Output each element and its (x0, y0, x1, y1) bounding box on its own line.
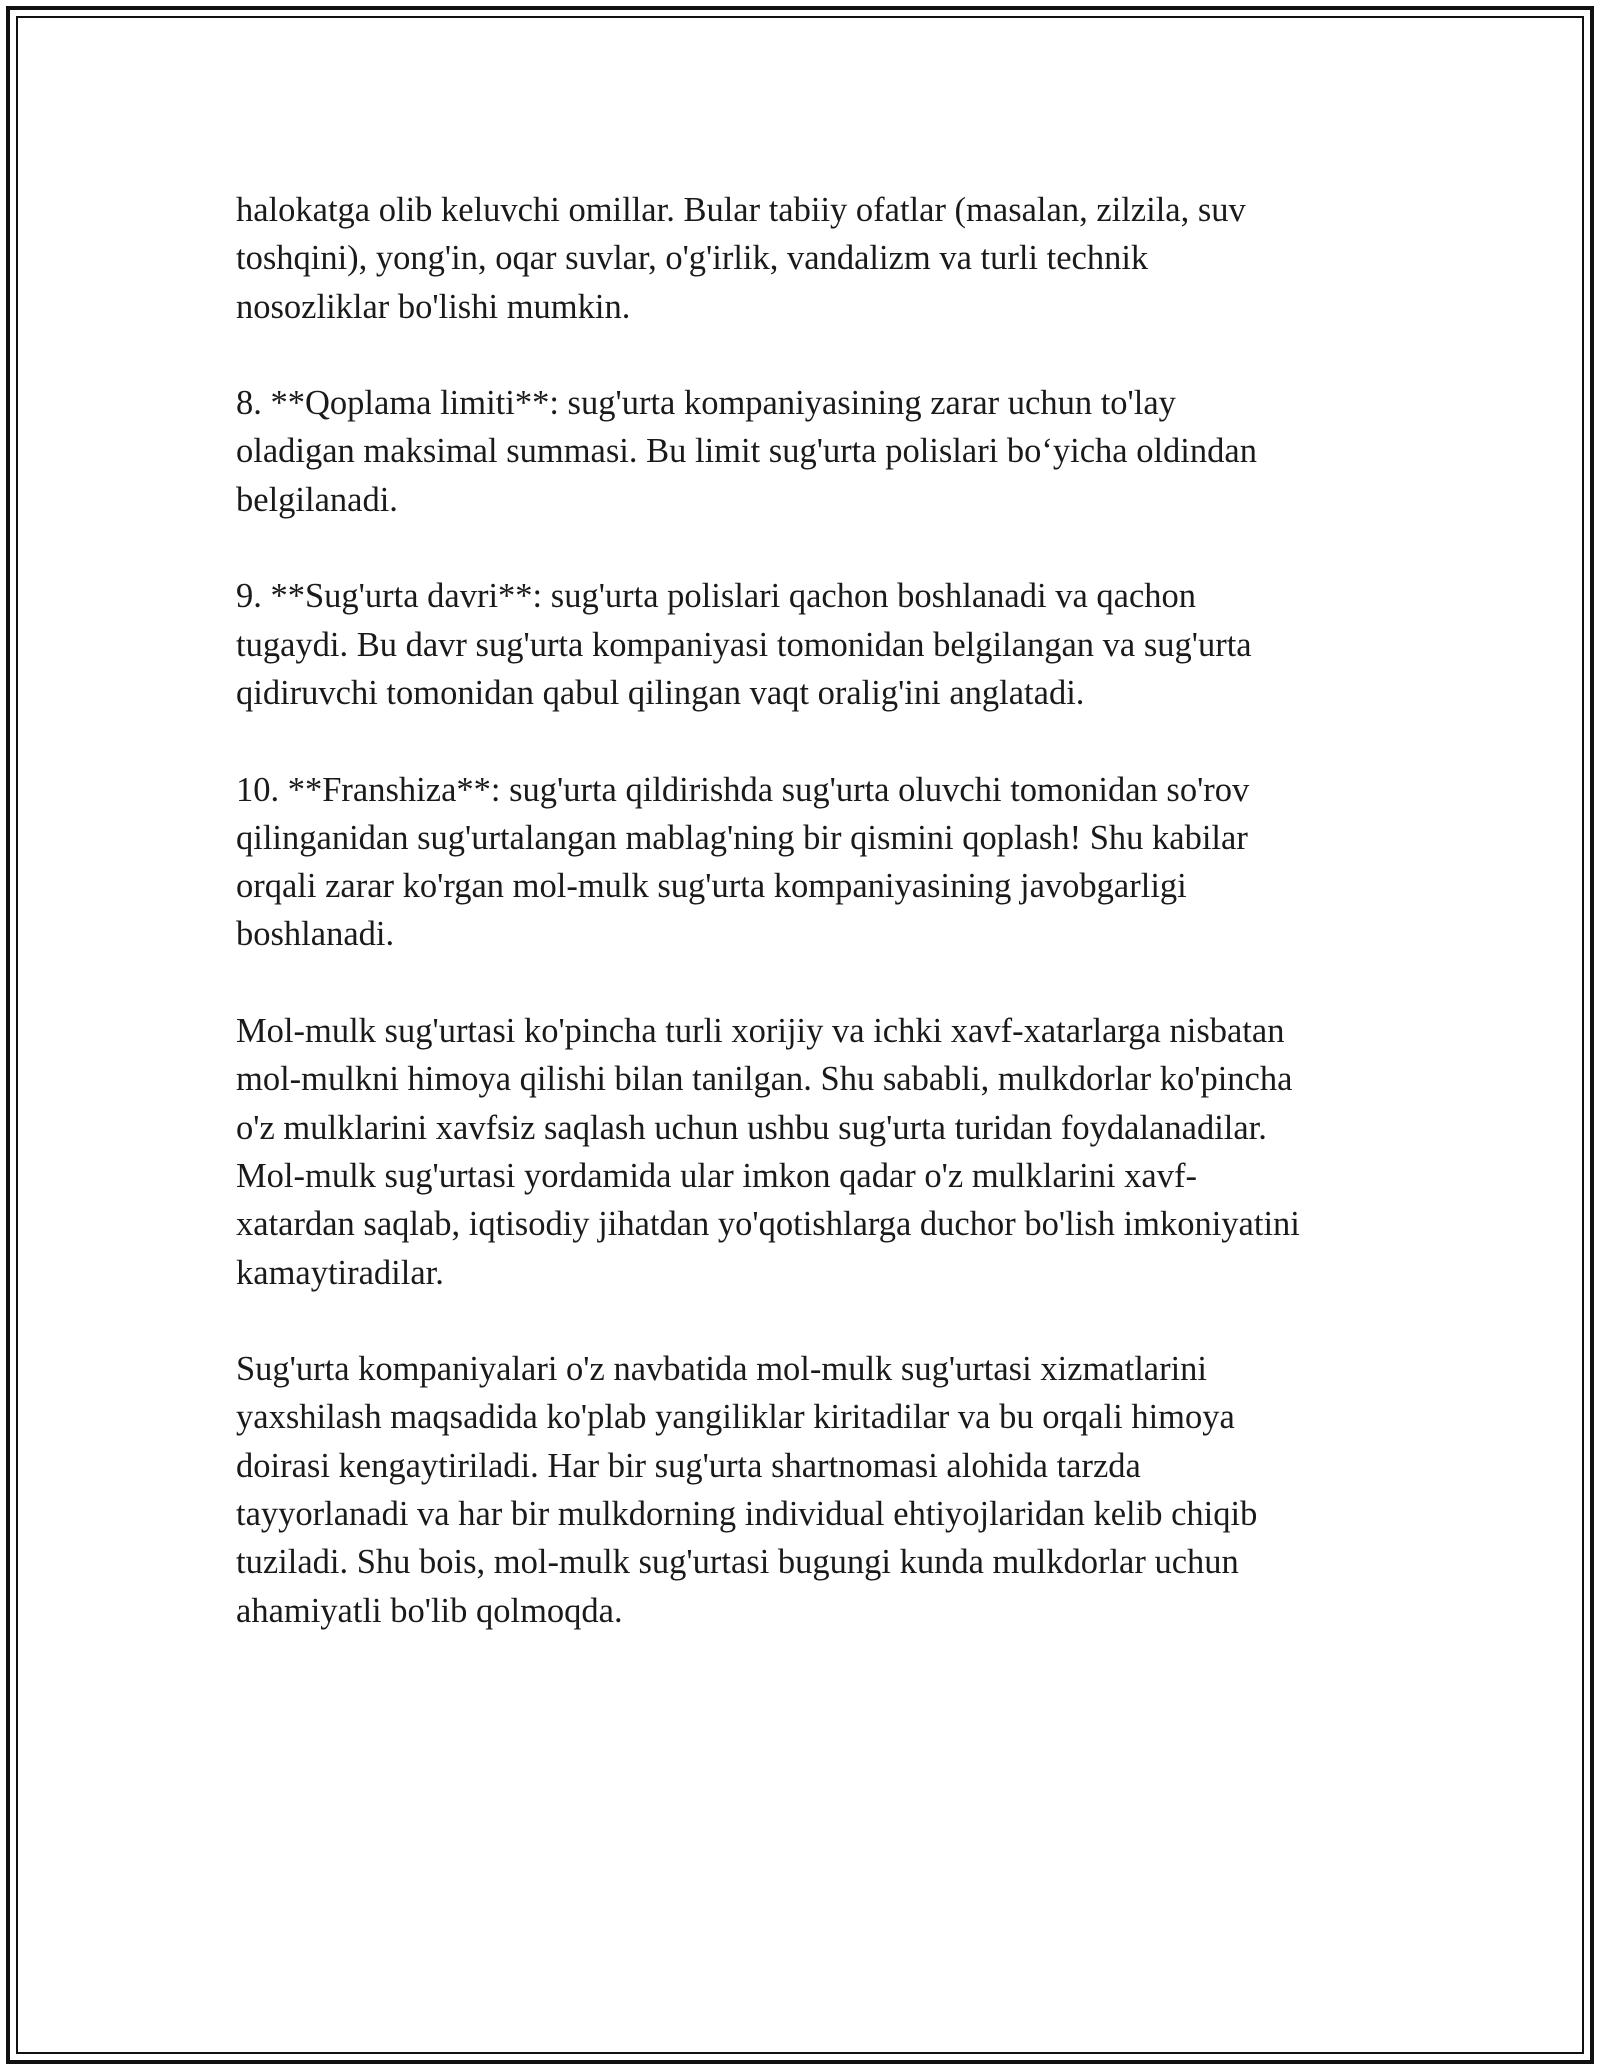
paragraph-hazards-continuation: halokatga olib keluvchi omillar. Bular tabiiy ofatlar (masalan, zilzila, suv toshqini), yong'in, oqar suvlar, o'g'irlik, vandalizm va turli technik nosozliklar bo'lishi mumkin. (236, 191, 1246, 326)
paragraph-insurance-companies: Sug'urta kompaniyalari o'z navbatida mol-mulk sug'urtasi xizmatlarini yaxshilash maqsadida ko'plab yangiliklar kiritadilar va bu orqali himoya doirasi kengaytiriladi. Har bir sug'urta shartnomasi alohida tarzda tayyorlanadi va har bir mulkdorning individual ehtiyojlaridan kelib chiqib tuziladi. Shu bois, mol-mulk sug'urtasi bugungi kunda mulkdorlar uchun ahamiyatli bo'lib qolmoqda. (236, 1350, 1258, 1630)
paragraph-coverage-limit: 8. **Qoplama limiti**: sug'urta kompaniyasining zarar uchun to'lay oladigan maksimal summasi. Bu limit sug'urta polislari bo‘yicha oldindan belgilanadi. (236, 384, 1257, 519)
paragraph-property-insurance-overview: Mol-mulk sug'urtasi ko'pincha turli xorijiy va ichki xavf-xatarlarga nisbatan mol-mulkni himoya qilishi bilan tanilgan. Shu sababli, mulkdorlar ko'pincha o'z mulklarini xavfsiz saqlash uchun ushbu sug'urta turidan foydalanadilar. Mol-mulk sug'urtasi yordamida ular imkon qadar o'z mulklarini xavf- xatardan saqlab, iqtisodiy jihatdan yo'qotishlarga duchor bo'lish imkoniyatini kamaytiradilar. (236, 1012, 1300, 1292)
document-body (236, 186, 1386, 1683)
paragraph-insurance-period: 9. **Sug'urta davri**: sug'urta polislari qachon boshlanadi va qachon tugaydi. Bu davr sug'urta kompaniyasi tomonidan belgilangan va sug'urta qidiruvchi tomonidan qabul qilingan vaqt oralig'ini anglatadi. (236, 577, 1252, 712)
paragraph-franchise: 10. **Franshiza**: sug'urta qildirishda sug'urta oluvchi tomonidan so'rov qilinganidan sug'urtalangan mablag'ning bir qismini qoplash! Shu kabilar orqali zarar ko'rgan mol-mulk sug'urta kompaniyasining javobgarligi boshlanadi. (236, 770, 1250, 954)
